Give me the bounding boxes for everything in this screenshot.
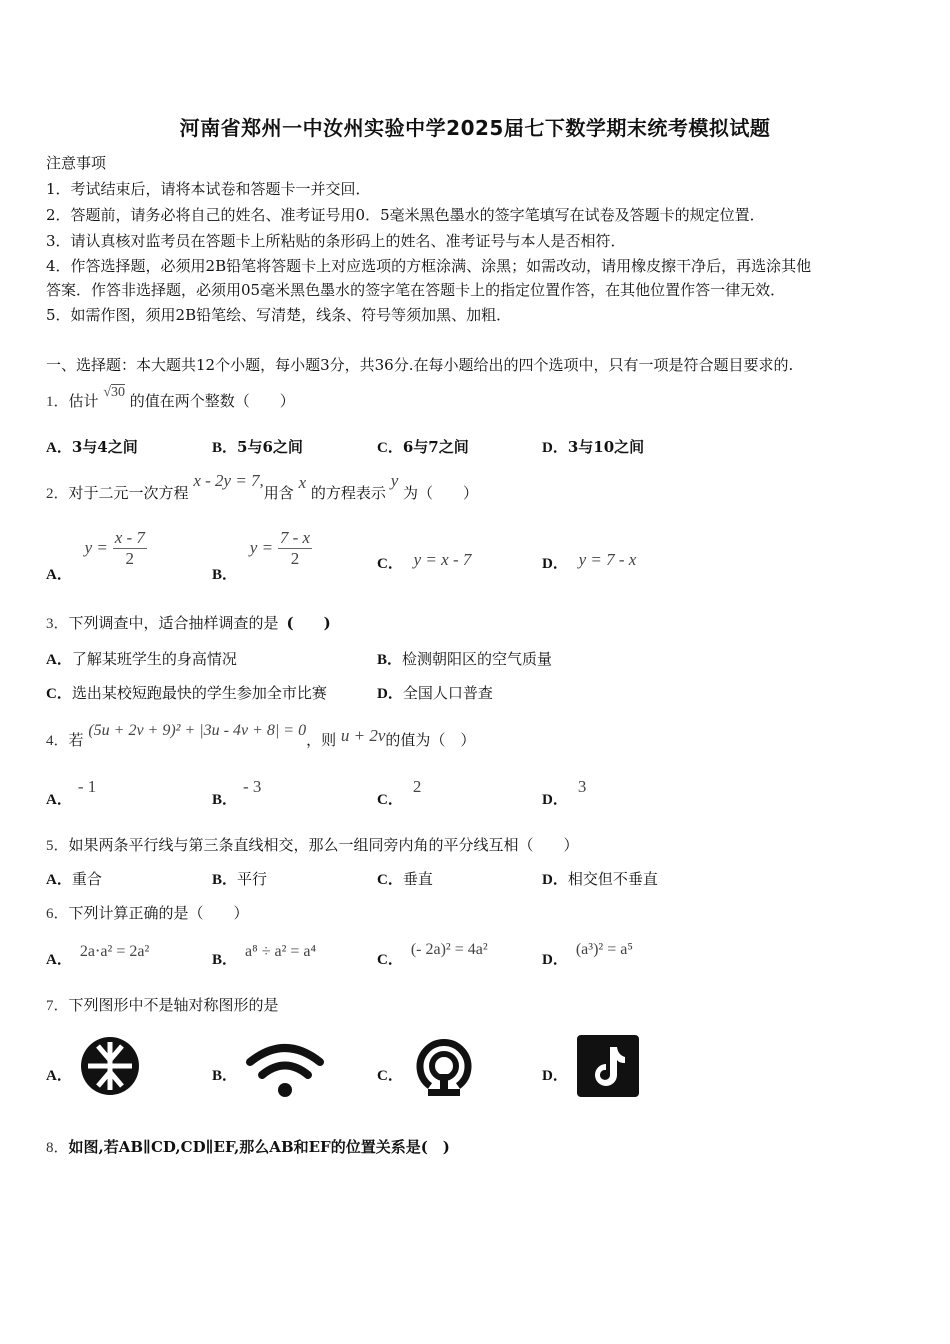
q1-option-d[interactable] xyxy=(542,436,644,457)
option-label: D． xyxy=(542,872,568,888)
option-label: A． xyxy=(46,440,72,456)
question-number: 7． xyxy=(46,998,69,1014)
denominator: 2 xyxy=(290,549,300,568)
question-7 xyxy=(46,994,279,1015)
option-text: 5与6之间 xyxy=(237,438,303,456)
option-text: 3与4之间 xyxy=(71,438,138,456)
option-label: D． xyxy=(542,952,568,968)
option-expr: y = x - 7 xyxy=(413,550,472,569)
option-label: A． xyxy=(46,652,72,668)
option-expr: (- 2a)² = 4a² xyxy=(410,941,488,958)
question-text: 对于二元一次方程 xyxy=(68,484,189,502)
question-number: 8． xyxy=(46,1140,69,1156)
option-label: B． xyxy=(212,440,238,456)
q3-option-c[interactable] xyxy=(46,682,327,703)
option-label: C． xyxy=(377,952,403,968)
option-value: - 3 xyxy=(243,777,262,796)
q7-option-a[interactable] xyxy=(46,1064,72,1085)
question-number: 5． xyxy=(46,838,69,854)
option-text: 3与10之间 xyxy=(567,438,645,456)
question-4 xyxy=(46,722,476,750)
option-value: 2 xyxy=(412,777,422,796)
question-text: 下列图形中不是轴对称图形的是 xyxy=(68,996,279,1014)
q2-option-d[interactable] xyxy=(542,552,636,573)
question-text: 若 xyxy=(68,731,84,749)
question-text: ，则 xyxy=(306,731,337,749)
question-text: 的值在两个整数（ ） xyxy=(129,392,295,410)
q6-option-c[interactable] xyxy=(377,941,488,969)
question-number: 2． xyxy=(46,486,69,502)
option-text: 选出某校短跑最快的学生参加全市比赛 xyxy=(71,684,327,702)
option-text: 平行 xyxy=(237,870,268,888)
q2-option-a[interactable] xyxy=(46,528,147,583)
q3-option-d[interactable] xyxy=(377,682,493,703)
option-expr: (a³)² = a⁵ xyxy=(575,941,633,958)
q6-option-b[interactable] xyxy=(212,943,317,969)
option-label: A． xyxy=(46,566,72,583)
option-label: A． xyxy=(46,792,72,808)
option-label: C． xyxy=(377,792,403,808)
option-label: D． xyxy=(542,792,568,808)
option-label: D． xyxy=(377,686,403,702)
question-8 xyxy=(46,1136,450,1157)
option-label: B． xyxy=(212,792,238,808)
q7-option-b[interactable] xyxy=(212,1064,237,1085)
question-5 xyxy=(46,834,579,855)
numerator: 7 - x xyxy=(279,528,311,547)
q1-option-c[interactable] xyxy=(377,436,469,457)
option-label: B． xyxy=(377,652,403,668)
option-text: 了解某班学生的身高情况 xyxy=(71,650,237,668)
question-6 xyxy=(46,902,249,923)
expression: u + 2v xyxy=(340,726,386,745)
fraction xyxy=(278,528,312,569)
option-label: C． xyxy=(377,1068,403,1084)
option-label: B． xyxy=(212,872,238,888)
option-expr: 2a⋅a² = 2a² xyxy=(79,943,150,960)
equation: (5u + 2v + 9)² + |3u - 4v + 8| = 0 xyxy=(88,722,307,739)
question-3 xyxy=(46,612,331,633)
question-text: 为（ ） xyxy=(403,484,479,502)
notice-line-3: 3．请认真核对监考员在答题卡上所粘贴的条形码上的姓名、准考证号与本人是否相符． xyxy=(46,232,626,250)
equation: x - 2y = 7, xyxy=(193,471,264,490)
q2-option-b[interactable] xyxy=(212,528,312,583)
q1-option-a[interactable] xyxy=(46,436,138,457)
option-text: 全国人口普查 xyxy=(402,684,493,702)
variable-x: x xyxy=(298,473,307,492)
q1-option-b[interactable] xyxy=(212,436,303,457)
variable-y: y xyxy=(390,471,399,490)
question-text: 如果两条平行线与第三条直线相交，那么一组同旁内角的平分线互相（ ） xyxy=(68,836,579,854)
question-text: 下列调查中，适合抽样调查的是 xyxy=(68,614,279,632)
radicand: 30 xyxy=(111,385,125,400)
option-label: C． xyxy=(377,872,403,888)
sqrt-sign-icon: √ xyxy=(103,385,111,400)
q4-option-b[interactable] xyxy=(212,777,262,809)
page-title: 河南省郑州一中汝州实验中学2025届七下数学期末统考模拟试题 xyxy=(179,116,771,140)
option-label: B． xyxy=(212,1068,238,1084)
notice-line-5: 答案．作答非选择题，必须用05毫米黑色墨水的签字笔在答题卡上的指定位置作答，在其他位置作答一律无效． xyxy=(46,281,786,299)
fraction xyxy=(113,528,147,569)
wifi-icon xyxy=(244,1040,326,1100)
question-number: 1． xyxy=(46,394,69,410)
question-number: 6． xyxy=(46,906,69,922)
option-expr: y = 7 - x xyxy=(578,550,637,569)
q5-option-a[interactable] xyxy=(46,868,102,889)
q7-option-c[interactable] xyxy=(377,1064,403,1085)
option-label: C． xyxy=(377,556,403,572)
option-label: B． xyxy=(212,952,238,968)
question-text: 的值为（ ） xyxy=(385,731,476,749)
question-text: 的方程表示 xyxy=(310,484,386,502)
option-expr: a⁸ ÷ a² = a⁴ xyxy=(245,943,317,960)
notice-line-2: 2．答题前，请务必将自己的姓名、准考证号用0．5毫米黑色墨水的签字笔填写在试卷及答题卡的规定位置． xyxy=(46,206,765,224)
denominator: 2 xyxy=(125,549,135,568)
china-railway-logo-icon xyxy=(412,1036,476,1098)
sqrt-expression xyxy=(103,385,125,400)
notice-line-1: 1．考试结束后，请将本试卷和答题卡一并交回． xyxy=(46,180,371,198)
option-label: C． xyxy=(377,440,403,456)
question-number: 4． xyxy=(46,733,69,749)
option-value: - 1 xyxy=(77,777,97,796)
question-2 xyxy=(46,471,479,503)
q6-option-a[interactable] xyxy=(46,943,150,969)
question-text: 如图,若AB∥CD,CD∥EF,那么AB和EF的位置关系是( ) xyxy=(68,1138,450,1156)
shenzhen-metro-logo-icon xyxy=(80,1036,140,1096)
option-label: B． xyxy=(212,566,238,583)
notice-line-4: 4．作答选择题，必须用2B铅笔将答题卡上对应选项的方框涂满、涂黑；如需改动，请用橡皮擦干净后，再选涂其他 xyxy=(46,257,812,275)
option-lhs: y = xyxy=(249,537,274,557)
option-text: 重合 xyxy=(71,870,102,888)
question-text: 估计 xyxy=(68,392,99,410)
option-value: 3 xyxy=(577,777,587,796)
option-text: 垂直 xyxy=(402,870,433,888)
notice-line-6: 5．如需作图，须用2B铅笔绘、写清楚，线条、符号等须加黑、加粗． xyxy=(46,306,512,324)
option-label: C． xyxy=(46,686,72,702)
option-text: 6与7之间 xyxy=(402,438,469,456)
section-1-heading: 一、选择题：本大题共12个小题，每小题3分，共36分.在每小题给出的四个选项中，只有一项是符合题目要求的. xyxy=(46,356,794,374)
question-text: 下列计算正确的是（ ） xyxy=(68,904,249,922)
notice-heading: 注意事项 xyxy=(46,154,107,172)
q6-option-d[interactable] xyxy=(542,941,633,969)
q3-option-a[interactable] xyxy=(46,648,237,669)
option-text: 相交但不垂直 xyxy=(567,870,658,888)
q4-option-c[interactable] xyxy=(377,777,422,809)
q5-option-b[interactable] xyxy=(212,868,267,889)
option-label: A． xyxy=(46,1068,72,1084)
q4-option-d[interactable] xyxy=(542,777,587,809)
tiktok-logo-icon xyxy=(577,1035,639,1097)
option-label: A． xyxy=(46,952,72,968)
q5-option-c[interactable] xyxy=(377,868,433,889)
q5-option-d[interactable] xyxy=(542,868,658,889)
question-text: 用含 xyxy=(263,484,294,502)
option-lhs: y = xyxy=(84,537,108,557)
question-number: 3． xyxy=(46,616,69,632)
option-label: A． xyxy=(46,872,72,888)
option-label: D． xyxy=(542,556,568,572)
option-label: D． xyxy=(542,1068,568,1084)
q7-option-d[interactable] xyxy=(542,1064,568,1085)
option-label: D． xyxy=(542,440,568,456)
option-text: 检测朝阳区的空气质量 xyxy=(402,650,553,668)
q4-option-a[interactable] xyxy=(46,777,97,809)
answer-paren: ( ) xyxy=(286,614,331,632)
question-1 xyxy=(46,385,295,411)
q2-option-c[interactable] xyxy=(377,552,471,573)
q3-option-b[interactable] xyxy=(377,648,552,669)
numerator: x - 7 xyxy=(114,528,145,547)
